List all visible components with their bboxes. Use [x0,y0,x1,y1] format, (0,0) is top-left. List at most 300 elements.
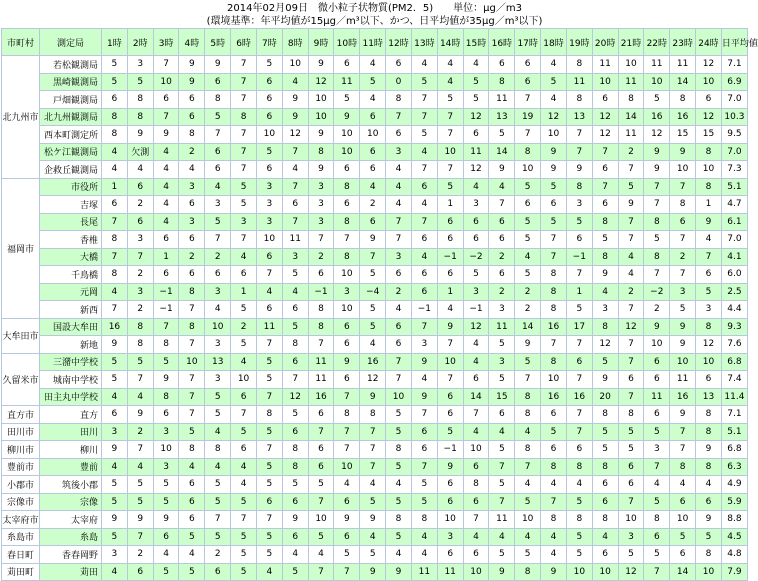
hourly-value-cell: 5 [102,493,128,511]
hourly-value-cell: 4 [360,528,386,546]
column-header: 19時 [566,29,592,56]
hourly-value-cell: 5 [437,423,463,441]
hourly-value-cell: 3 [153,423,179,441]
hourly-value-cell: 8 [127,318,153,336]
hourly-value-cell: 9 [592,266,618,284]
hourly-value-cell: 12 [463,318,489,336]
hourly-value-cell: 3 [205,336,231,354]
hourly-value-cell: 9 [670,336,696,354]
table-row [2,458,748,476]
hourly-value-cell: 12 [592,108,618,126]
hourly-value-cell: 6 [179,231,205,249]
hourly-value-cell: 1 [566,283,592,301]
hourly-value-cell: 6 [618,371,644,389]
hourly-value-cell: 9 [153,371,179,389]
hourly-value-cell: 7 [644,563,670,581]
hourly-value-cell: 6 [179,493,205,511]
hourly-value-cell: 9 [205,56,231,74]
hourly-value-cell: 6 [231,441,257,459]
hourly-value-cell: 5 [644,546,670,564]
daily-average-cell: 6.3 [721,458,747,476]
hourly-value-cell: 6 [308,458,334,476]
hourly-value-cell: 3 [127,56,153,74]
hourly-value-cell: 3 [282,248,308,266]
hourly-value-cell: 1 [437,283,463,301]
hourly-value-cell: 5 [696,283,722,301]
hourly-value-cell: 4 [205,423,231,441]
hourly-value-cell: 4 [360,336,386,354]
station-cell: 直方 [40,406,102,424]
hourly-value-cell: 5 [205,493,231,511]
hourly-value-cell: 12 [696,56,722,74]
hourly-value-cell: 6 [282,353,308,371]
hourly-value-cell: −1 [463,301,489,319]
hourly-value-cell: 5 [541,213,567,231]
city-cell: 宗像市 [2,493,40,511]
hourly-value-cell: 7 [566,336,592,354]
hourly-value-cell: 4 [127,388,153,406]
hourly-value-cell: 5 [386,423,412,441]
hourly-value-cell: 6 [334,56,360,74]
hourly-value-cell: 7 [308,423,334,441]
hourly-value-cell: 5 [515,353,541,371]
hourly-value-cell: 6 [566,441,592,459]
table-header-row [2,29,748,56]
hourly-value-cell: −1 [153,301,179,319]
hourly-value-cell: 1 [696,196,722,214]
hourly-value-cell: 5 [644,231,670,249]
daily-average-cell: 4.5 [721,528,747,546]
city-cell: 柳川市 [2,441,40,459]
hourly-value-cell: 5 [515,493,541,511]
hourly-value-cell: 7 [179,371,205,389]
hourly-value-cell: 6 [463,126,489,144]
hourly-value-cell: 4 [541,56,567,74]
hourly-value-cell: 15 [670,126,696,144]
station-cell: 市役所 [40,178,102,196]
hourly-value-cell: 5 [592,353,618,371]
hourly-value-cell: 8 [334,178,360,196]
hourly-value-cell: 6 [437,231,463,249]
column-header: 日平均値 [721,29,747,56]
hourly-value-cell: 5 [334,546,360,564]
hourly-value-cell: 6 [411,266,437,284]
hourly-value-cell: 2 [515,301,541,319]
column-header: 測定局 [40,29,102,56]
pm25-table [1,28,758,581]
station-cell: 新地 [40,336,102,354]
hourly-value-cell: 12 [360,371,386,389]
hourly-value-cell: −2 [644,283,670,301]
hourly-value-cell: 3 [618,528,644,546]
hourly-value-cell: 6 [592,476,618,494]
hourly-value-cell: 6 [437,546,463,564]
table-row [2,388,748,406]
hourly-value-cell: 7 [541,248,567,266]
hourly-value-cell: 6 [463,546,489,564]
hourly-value-cell: 5 [153,476,179,494]
column-header: 9時 [308,29,334,56]
hourly-value-cell: 10 [360,126,386,144]
hourly-value-cell: 4 [515,476,541,494]
hourly-value-cell: 7 [618,231,644,249]
hourly-value-cell: 9 [127,126,153,144]
hourly-value-cell: 9 [308,161,334,179]
hourly-value-cell: 6 [541,196,567,214]
hourly-value-cell: 6 [592,196,618,214]
hourly-value-cell: 10 [541,126,567,144]
hourly-value-cell: 9 [102,511,128,529]
hourly-value-cell: 3 [127,231,153,249]
hourly-value-cell: 4 [463,178,489,196]
hourly-value-cell: 7 [411,458,437,476]
hourly-value-cell: 7 [411,318,437,336]
hourly-value-cell: 7 [644,196,670,214]
hourly-value-cell: 16 [644,108,670,126]
city-cell: 春日町 [2,546,40,564]
daily-average-cell: 6.8 [721,353,747,371]
hourly-value-cell: 6 [127,563,153,581]
hourly-value-cell: 8 [566,91,592,109]
hourly-value-cell: 9 [334,511,360,529]
hourly-value-cell: 8 [127,108,153,126]
table-row [2,266,748,284]
hourly-value-cell: 10 [153,441,179,459]
hourly-value-cell: 5 [308,528,334,546]
hourly-value-cell: 8 [308,301,334,319]
hourly-value-cell: 7 [386,231,412,249]
hourly-value-cell: 9 [644,318,670,336]
hourly-value-cell: 7 [618,353,644,371]
hourly-value-cell: 4 [360,91,386,109]
hourly-value-cell: 11 [566,73,592,91]
hourly-value-cell: 4 [179,161,205,179]
hourly-value-cell: 2 [127,546,153,564]
hourly-value-cell: 6 [618,476,644,494]
hourly-value-cell: 9 [670,318,696,336]
daily-average-cell: 5.1 [721,178,747,196]
hourly-value-cell: 4 [282,546,308,564]
hourly-value-cell: 7 [437,371,463,389]
hourly-value-cell: 7 [231,91,257,109]
hourly-value-cell: 7 [541,231,567,249]
hourly-value-cell: 6 [437,388,463,406]
hourly-value-cell: 1 [153,248,179,266]
hourly-value-cell: 11 [463,143,489,161]
hourly-value-cell: 4 [411,196,437,214]
hourly-value-cell: 7 [360,458,386,476]
hourly-value-cell: 1 [231,283,257,301]
hourly-value-cell: 4 [282,161,308,179]
hourly-value-cell: 6 [179,91,205,109]
hourly-value-cell: 5 [231,493,257,511]
hourly-value-cell: 6 [515,73,541,91]
hourly-value-cell: 9 [360,388,386,406]
hourly-value-cell: 6 [489,231,515,249]
hourly-value-cell: 8 [334,406,360,424]
hourly-value-cell: 7 [127,371,153,389]
daily-average-cell: 9.3 [721,318,747,336]
hourly-value-cell: 7 [179,336,205,354]
hourly-value-cell: 6 [386,266,412,284]
hourly-value-cell: 3 [489,301,515,319]
hourly-value-cell: 6 [179,108,205,126]
hourly-value-cell: 7 [541,336,567,354]
hourly-value-cell: 10 [308,91,334,109]
hourly-value-cell: 5 [566,528,592,546]
hourly-value-cell: 9 [644,143,670,161]
hourly-value-cell: 6 [696,91,722,109]
hourly-value-cell: 5 [231,528,257,546]
hourly-value-cell: 6 [644,528,670,546]
table-row [2,301,748,319]
hourly-value-cell: 5 [437,178,463,196]
hourly-value-cell: 7 [127,528,153,546]
hourly-value-cell: 8 [592,213,618,231]
hourly-value-cell: 8 [696,423,722,441]
hourly-value-cell: 7 [334,423,360,441]
hourly-value-cell: 8 [515,406,541,424]
hourly-value-cell: 10 [618,511,644,529]
hourly-value-cell: 4 [489,178,515,196]
hourly-value-cell: 6 [282,423,308,441]
hourly-value-cell: 4 [515,423,541,441]
hourly-value-cell: 5 [411,126,437,144]
hourly-value-cell: 5 [256,546,282,564]
hourly-value-cell: 5 [360,266,386,284]
hourly-value-cell: 3 [127,283,153,301]
hourly-value-cell: 5 [670,528,696,546]
hourly-value-cell: 7 [231,406,257,424]
hourly-value-cell: 6 [282,493,308,511]
hourly-value-cell: 5 [231,178,257,196]
hourly-value-cell: 4 [386,301,412,319]
hourly-value-cell: 3 [592,301,618,319]
hourly-value-cell: 19 [515,108,541,126]
hourly-value-cell: 6 [179,266,205,284]
hourly-value-cell: 2 [179,143,205,161]
hourly-value-cell: 5 [205,476,231,494]
hourly-value-cell: 欠測 [127,143,153,161]
hourly-value-cell: 6 [256,108,282,126]
hourly-value-cell: 4 [102,388,128,406]
hourly-value-cell: 6 [360,213,386,231]
hourly-value-cell: 5 [205,108,231,126]
hourly-value-cell: 6 [231,266,257,284]
hourly-value-cell: 4 [179,546,205,564]
hourly-value-cell: 1 [102,178,128,196]
hourly-value-cell: 5 [360,301,386,319]
hourly-value-cell: 5 [489,371,515,389]
hourly-value-cell: 3 [489,353,515,371]
hourly-value-cell: 6 [256,161,282,179]
hourly-value-cell: 6 [489,56,515,74]
hourly-value-cell: 5 [256,458,282,476]
column-header: 16時 [489,29,515,56]
hourly-value-cell: 8 [282,441,308,459]
hourly-value-cell: 5 [411,493,437,511]
hourly-value-cell: 6 [489,406,515,424]
hourly-value-cell: 12 [282,388,308,406]
report-title: 2014年02月09日 微小粒子状物質(PM2．5) 単位：μg／m3 [227,3,522,14]
hourly-value-cell: 8 [515,441,541,459]
hourly-value-cell: 8 [696,546,722,564]
column-header: 5時 [205,29,231,56]
hourly-value-cell: 5 [282,318,308,336]
hourly-value-cell: 8 [153,388,179,406]
hourly-value-cell: 10 [463,563,489,581]
hourly-value-cell: 6 [386,56,412,74]
hourly-value-cell: 8 [541,353,567,371]
station-cell: 黒崎観測局 [40,73,102,91]
hourly-value-cell: 7 [308,563,334,581]
hourly-value-cell: 6 [282,301,308,319]
column-header: 7時 [256,29,282,56]
hourly-value-cell: 9 [437,318,463,336]
daily-average-cell: 5.9 [721,493,747,511]
hourly-value-cell: 4 [205,301,231,319]
hourly-value-cell: 2 [231,318,257,336]
hourly-value-cell: 10 [205,318,231,336]
hourly-value-cell: 9 [360,511,386,529]
table-row [2,213,748,231]
hourly-value-cell: 8 [334,248,360,266]
hourly-value-cell: 7 [515,371,541,389]
hourly-value-cell: 16 [541,388,567,406]
column-header: 18時 [541,29,567,56]
hourly-value-cell: 4 [592,528,618,546]
hourly-value-cell: 11 [670,371,696,389]
hourly-value-cell: 10 [386,388,412,406]
daily-average-cell: 6.1 [721,213,747,231]
station-cell: 国設大牟田 [40,318,102,336]
daily-average-cell: 4.9 [721,476,747,494]
hourly-value-cell: 6 [334,196,360,214]
column-header: 17時 [515,29,541,56]
hourly-value-cell: 10 [644,73,670,91]
hourly-value-cell: 5 [256,476,282,494]
hourly-value-cell: 7 [231,511,257,529]
table-row [2,161,748,179]
hourly-value-cell: 4 [463,336,489,354]
daily-average-cell: 11.4 [721,388,747,406]
station-cell: 長尾 [40,213,102,231]
hourly-value-cell: 5 [256,371,282,389]
hourly-value-cell: 8 [696,143,722,161]
station-cell: 苅田 [40,563,102,581]
hourly-value-cell: 7 [386,213,412,231]
hourly-value-cell: 10 [282,56,308,74]
hourly-value-cell: 4 [696,231,722,249]
hourly-value-cell: 7 [205,511,231,529]
hourly-value-cell: 6 [179,476,205,494]
hourly-value-cell: 12 [541,108,567,126]
hourly-value-cell: 4 [618,248,644,266]
column-header: 1時 [102,29,128,56]
hourly-value-cell: 8 [592,458,618,476]
hourly-value-cell: 5 [205,388,231,406]
column-header: 2時 [127,29,153,56]
hourly-value-cell: −2 [463,248,489,266]
hourly-value-cell: 4 [153,196,179,214]
hourly-value-cell: 10 [179,353,205,371]
hourly-value-cell: 10 [670,511,696,529]
hourly-value-cell: 5 [102,371,128,389]
hourly-value-cell: 4 [205,178,231,196]
column-header: 10時 [334,29,360,56]
hourly-value-cell: 7 [411,406,437,424]
hourly-value-cell: 2 [127,266,153,284]
hourly-value-cell: 6 [386,336,412,354]
hourly-value-cell: 9 [308,56,334,74]
hourly-value-cell: 6 [256,493,282,511]
hourly-value-cell: 5 [360,546,386,564]
hourly-value-cell: 7 [411,161,437,179]
hourly-value-cell: 9 [696,441,722,459]
hourly-value-cell: 6 [205,143,231,161]
table-row [2,493,748,511]
hourly-value-cell: 7 [670,231,696,249]
table-row [2,196,748,214]
hourly-value-cell: 5 [256,56,282,74]
hourly-value-cell: 3 [205,371,231,389]
hourly-value-cell: 13 [696,388,722,406]
hourly-value-cell: 4 [360,178,386,196]
hourly-value-cell: 4 [437,56,463,74]
station-cell: 糸島 [40,528,102,546]
city-cell: 久留米市 [2,353,40,406]
hourly-value-cell: 5 [541,178,567,196]
hourly-value-cell: 5 [386,458,412,476]
hourly-value-cell: 14 [618,108,644,126]
hourly-value-cell: 8 [102,108,128,126]
station-cell: 新西 [40,301,102,319]
city-cell: 豊前市 [2,458,40,476]
daily-average-cell: 6.9 [721,73,747,91]
hourly-value-cell: 5 [566,301,592,319]
station-cell: 吉塚 [40,196,102,214]
hourly-value-cell: 5 [437,91,463,109]
hourly-value-cell: 9 [153,511,179,529]
hourly-value-cell: 3 [644,441,670,459]
hourly-value-cell: 6 [437,493,463,511]
hourly-value-cell: 6 [153,91,179,109]
hourly-value-cell: 7 [231,231,257,249]
hourly-value-cell: 6 [386,126,412,144]
hourly-value-cell: 5 [489,126,515,144]
hourly-value-cell: 12 [592,126,618,144]
hourly-value-cell: 6 [437,266,463,284]
hourly-value-cell: 6 [592,91,618,109]
hourly-value-cell: 9 [334,108,360,126]
hourly-value-cell: 8 [515,388,541,406]
hourly-value-cell: 4 [102,143,128,161]
hourly-value-cell: 4 [463,423,489,441]
hourly-value-cell: 2 [670,248,696,266]
hourly-value-cell: 5 [592,441,618,459]
daily-average-cell: 4.8 [721,546,747,564]
hourly-value-cell: 7 [566,423,592,441]
table-row [2,126,748,144]
hourly-value-cell: 6 [411,231,437,249]
hourly-value-cell: 4 [644,476,670,494]
hourly-value-cell: 5 [618,546,644,564]
hourly-value-cell: 5 [592,423,618,441]
hourly-value-cell: 3 [308,178,334,196]
hourly-value-cell: 5 [386,406,412,424]
hourly-value-cell: 7 [618,213,644,231]
hourly-value-cell: 5 [489,336,515,354]
